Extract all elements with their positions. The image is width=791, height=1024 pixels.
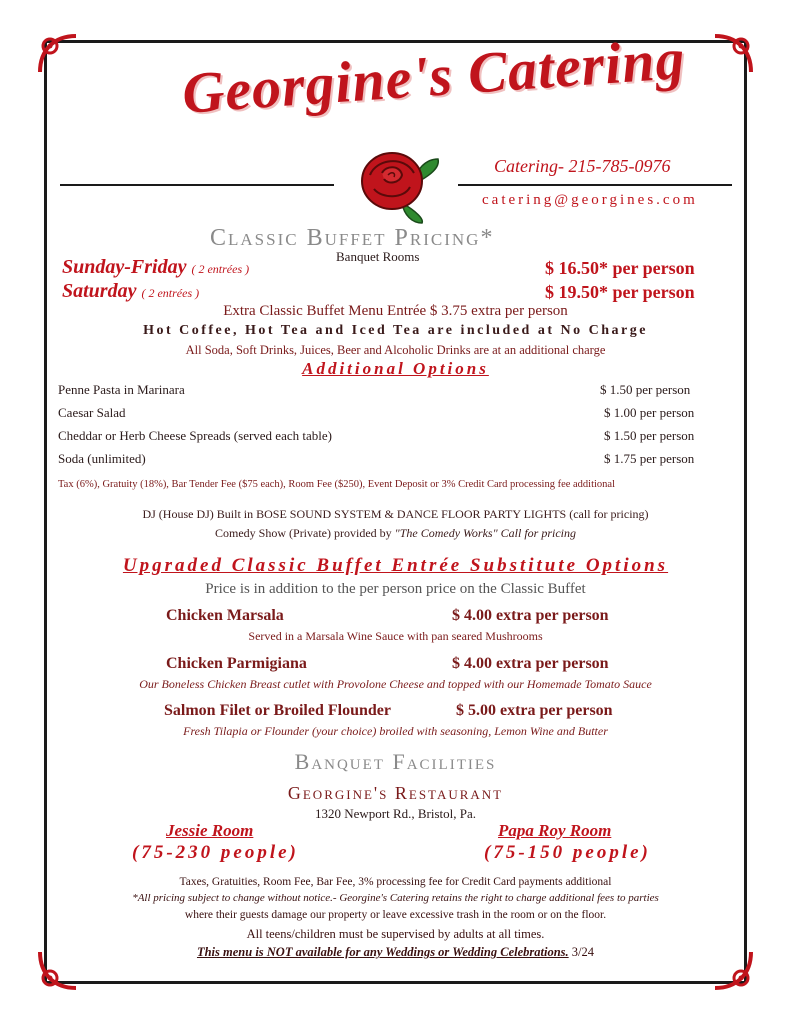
day-label [62, 280, 199, 303]
restaurant-address: 1320 Newport Rd., Bristol, Pa. [314, 806, 477, 821]
room-capacity: (75-150 people) [484, 842, 651, 863]
additional-charge-note: All Soda, Soft Drinks, Juices, Beer and Alcoholic Drinks are at an additional charge [185, 343, 606, 357]
upgraded-note: Price is in addition to the per person price on the Classic Buffet [205, 581, 586, 597]
option-price: $ 1.50 per person [604, 428, 695, 443]
day-label [62, 256, 249, 279]
footer-supervision-note: All teens/children must be supervised by adults at all times. [246, 927, 545, 941]
tax-note: Tax (6%), Gratuity (18%), Bar Tender Fee ($75 each), Room Fee ($250), Event Deposit or 3% Credit Card processing fee additional [58, 479, 616, 490]
upgrade-desc: Served in a Marsala Wine Sauce with pan seared Mushrooms [248, 629, 543, 643]
option-name: Cheddar or Herb Cheese Spreads (served each table) [58, 428, 332, 443]
extra-entree-note: Extra Classic Buffet Menu Entrée $ 3.75 extra per person [223, 303, 568, 319]
upgrade-price: $ 4.00 extra per person [452, 607, 609, 624]
room-name: Jessie Room [166, 821, 254, 840]
day-name: Saturday [62, 280, 137, 302]
comedy-name: "The Comedy Works" [394, 526, 498, 540]
footer-pricing-note: *All pricing subject to change without notice.- Georgine's Catering retains the right to charge additional fees to parties [132, 892, 659, 904]
day-price: $ 19.50* per person [545, 282, 695, 302]
menu-version: 3/24 [571, 945, 595, 959]
option-name: Caesar Salad [58, 405, 126, 420]
footer-damage-note: where their guests damage our property or leave excessive trash in the room or on the floor. [184, 909, 607, 921]
corner-flourish-icon [709, 30, 757, 78]
page-title: Georgine's Catering [180, 25, 688, 126]
day-name: Sunday-Friday [62, 256, 187, 278]
wedding-note-text: This menu is NOT available for any Weddings or Wedding Celebrations. [196, 945, 569, 959]
header-rule [60, 184, 334, 186]
upgrade-price: $ 5.00 extra per person [456, 702, 613, 719]
room-capacity: (75-230 people) [132, 842, 299, 863]
rose-icon [352, 145, 444, 225]
option-price: $ 1.75 per person [604, 451, 695, 466]
dj-note: DJ (House DJ) Built in BOSE SOUND SYSTEM & DANCE FLOOR PARTY LIGHTS (call for pricing) [142, 507, 649, 521]
upgrade-desc: Fresh Tilapia or Flounder (your choice) broiled with seasoning, Lemon Wine and Butter [183, 724, 608, 738]
upgrade-price: $ 4.00 extra per person [452, 655, 609, 672]
option-price: $ 1.00 per person [604, 405, 695, 420]
corner-flourish-icon [34, 30, 82, 78]
email-address[interactable]: catering@georgines.com [482, 192, 698, 208]
upgrade-desc: Our Boneless Chicken Breast cutlet with Provolone Cheese and topped with our Homemade Tomato Sauce [139, 677, 652, 691]
comedy-note [44, 526, 747, 541]
classic-subheading: Banquet Rooms [336, 249, 420, 264]
restaurant-name: Georgine's Restaurant [287, 783, 504, 803]
option-name: Soda (unlimited) [58, 451, 146, 466]
upgraded-heading: Upgraded Classic Buffet Entrée Substitute Options [122, 555, 669, 576]
entree-count: ( 2 entrées ) [141, 286, 200, 300]
included-drinks-note: Hot Coffee, Hot Tea and Iced Tea are included at No Charge [143, 323, 648, 338]
footer-fees: Taxes, Gratuities, Room Fee, Bar Fee, 3% processing fee for Credit Card payments additional [179, 876, 612, 888]
comedy-pre: Comedy Show (Private) provided by [215, 526, 392, 540]
footer-wedding-note [44, 945, 747, 960]
upgrade-name: Chicken Parmigiana [166, 655, 307, 672]
option-price: $ 1.50 per person [600, 382, 691, 397]
phone-number[interactable]: Catering- 215-785-0976 [494, 156, 671, 176]
comedy-call: Call for pricing [500, 526, 576, 540]
option-name: Penne Pasta in Marinara [58, 382, 185, 397]
additional-heading: Additional Options [302, 359, 489, 378]
room-name: Papa Roy Room [498, 821, 612, 840]
upgrade-name: Salmon Filet or Broiled Flounder [164, 702, 391, 719]
classic-heading: Classic Buffet Pricing* [210, 225, 495, 251]
entree-count: ( 2 entrées ) [191, 262, 250, 276]
facilities-heading: Banquet Facilities [294, 749, 497, 774]
header-rule [458, 184, 732, 186]
day-price: $ 16.50* per person [545, 258, 695, 278]
upgrade-name: Chicken Marsala [166, 607, 284, 624]
